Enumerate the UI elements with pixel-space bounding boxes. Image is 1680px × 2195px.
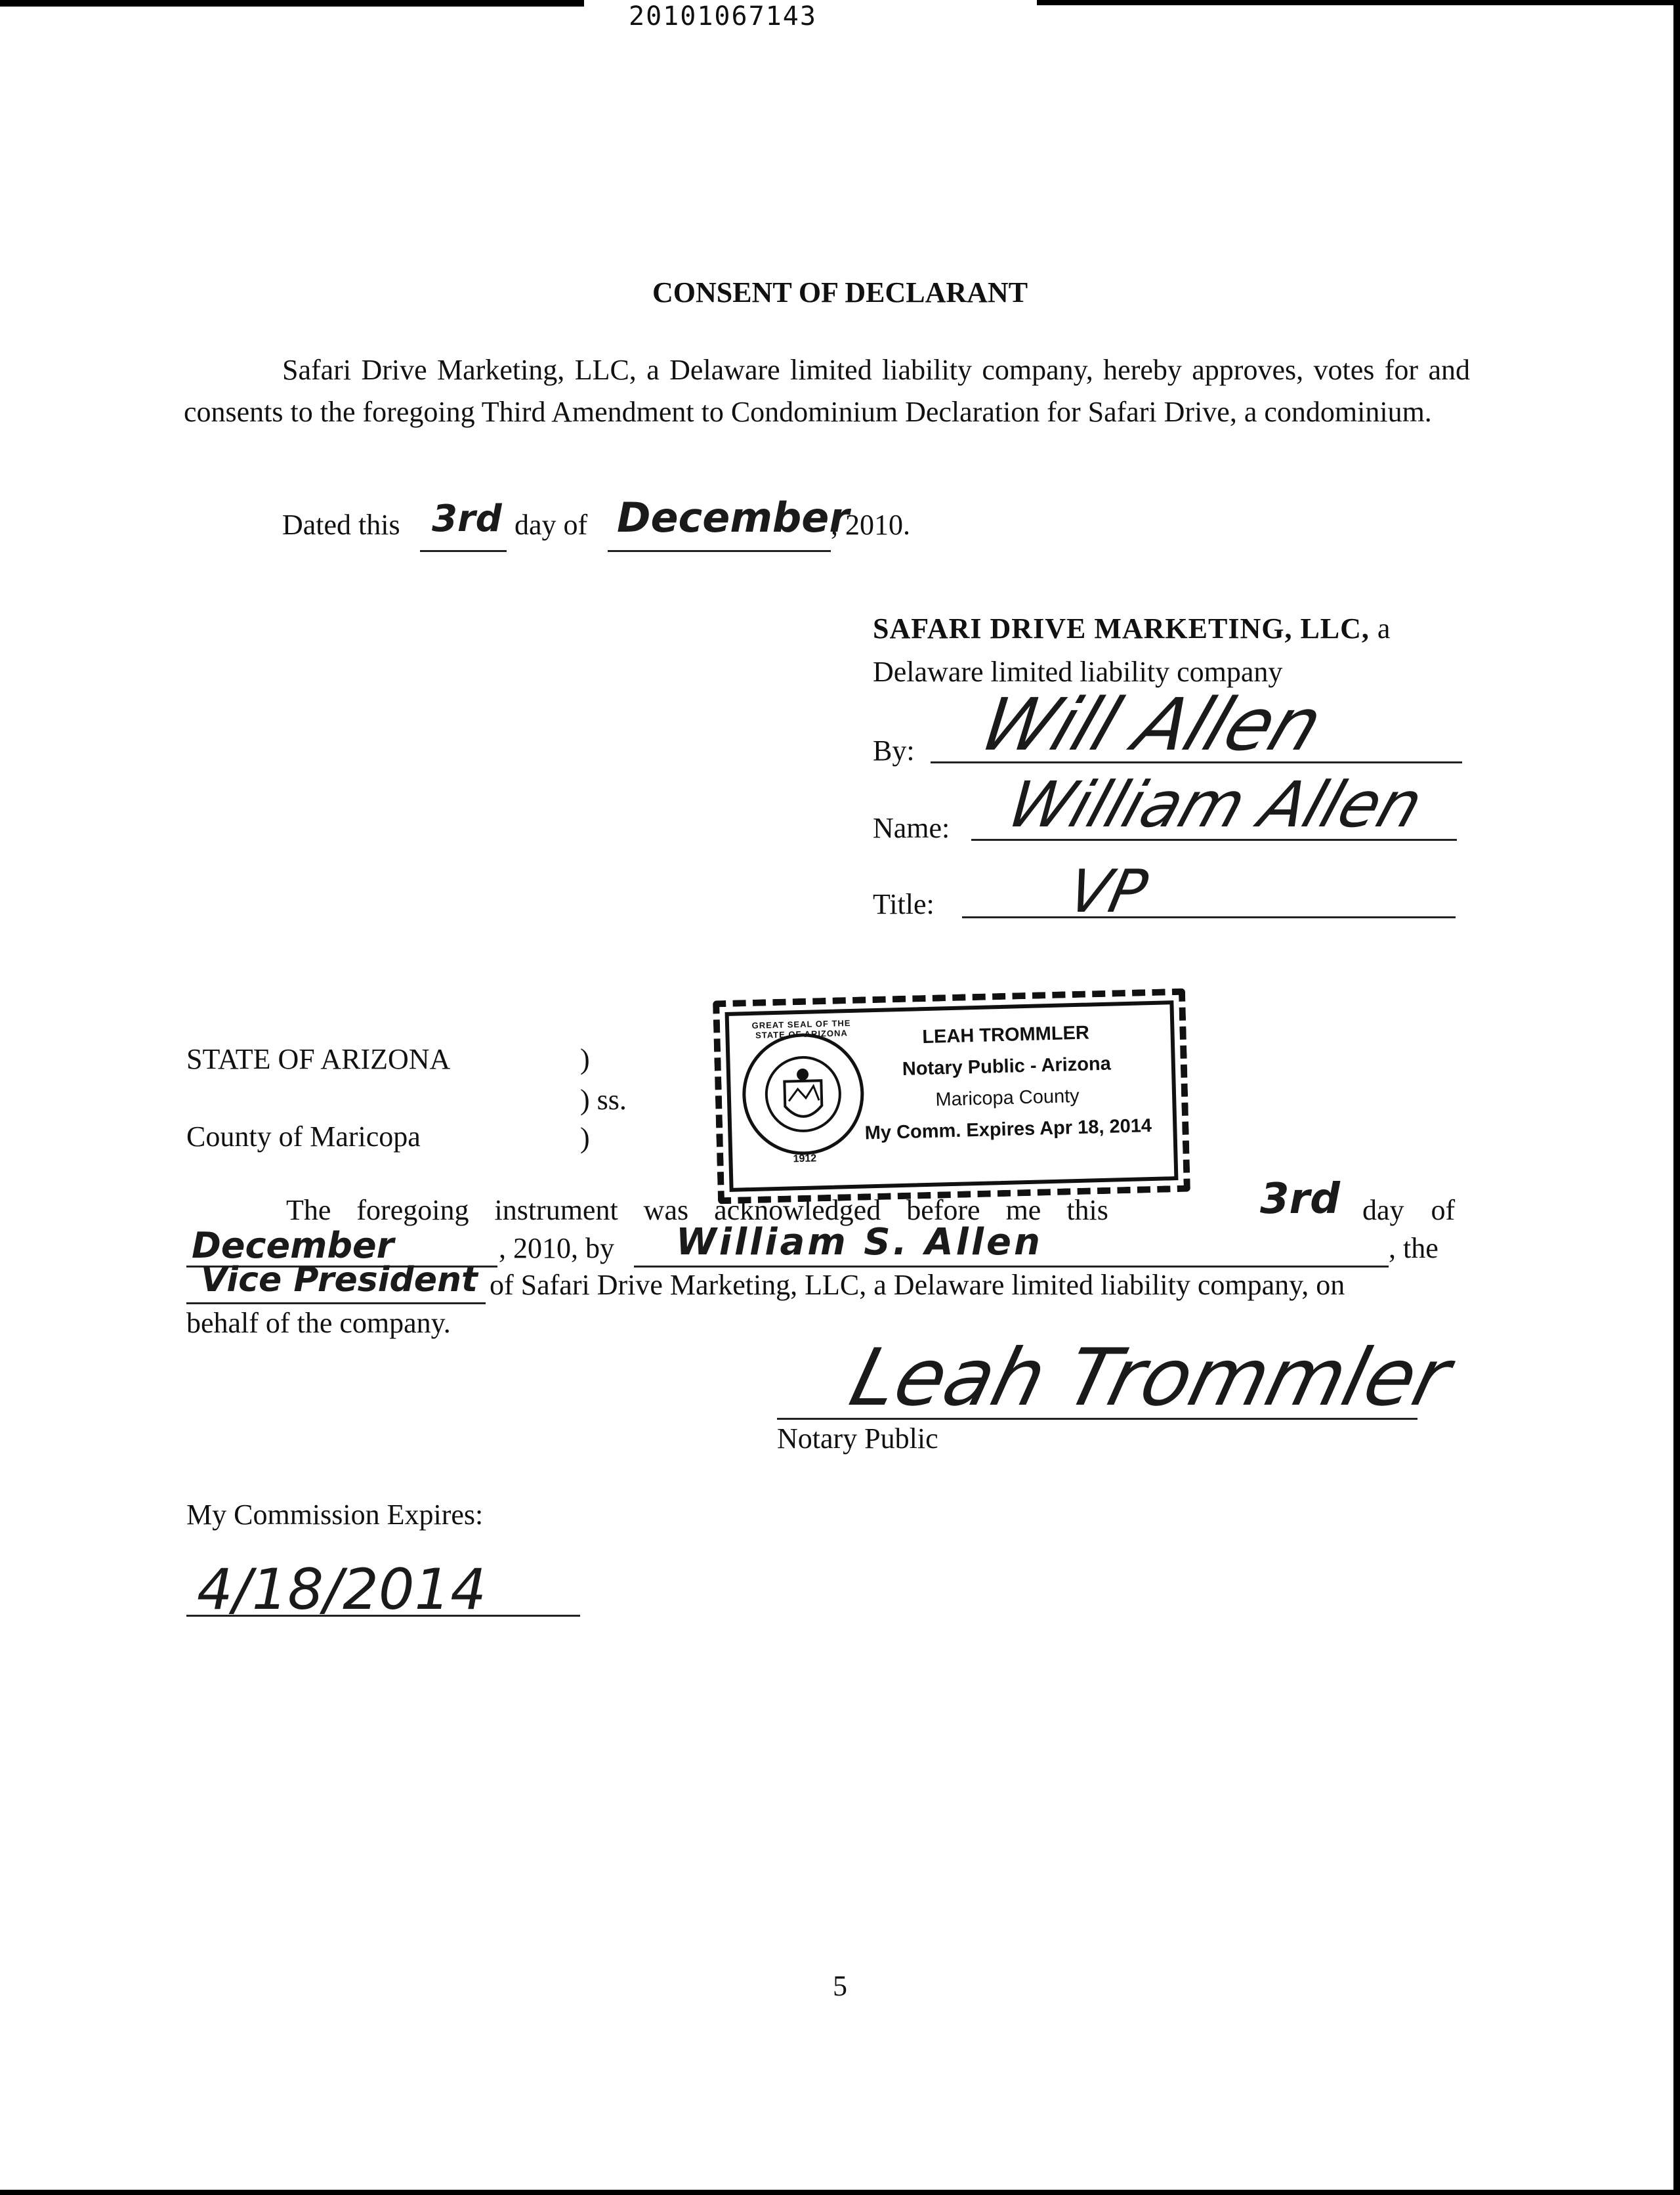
document-number: 20101067143 [629,1,817,32]
company-name-text: SAFARI DRIVE MARKETING, LLC, [873,612,1370,645]
commission-label: My Commission Expires: [186,1499,484,1531]
by-label: By: [873,735,915,767]
consent-text: Safari Drive Marketing, LLC, a Delaware limited liability company, hereby approves, votes for and consents to the foregoing Third Amendment to Condominium Declaration for Safari Drive, a condominium. [184,354,1470,428]
ack-title-handwritten: Vice President [201,1260,478,1300]
seal-ring-text: GREAT SEAL OF THE STATE OF ARIZONA [751,1017,851,1040]
state-seal-icon [736,1027,870,1161]
company-description: Delaware limited liability company [873,656,1283,688]
venue-paren-top: ) [580,1043,590,1075]
dated-month-handwritten: December [617,494,849,542]
dated-day-rule [420,550,507,552]
scan-edge-top-left [0,0,584,7]
document-title: CONSENT OF DECLARANT [652,276,1028,309]
notary-stamp [713,989,1190,1204]
ack-title-rule [186,1302,486,1304]
venue-paren-ss: ) ss. [580,1084,627,1116]
dated-day-handwritten: 3rd [432,498,502,540]
commission-date-handwritten: 4/18/2014 [197,1557,486,1623]
title-rule [962,916,1456,918]
consent-paragraph [184,349,1470,433]
dated-middle: day of [514,509,588,541]
company-name-suffix: a [1377,612,1391,645]
ack-line-1-prefix: The foregoing instrument was acknowledged before me this [286,1194,1108,1226]
page-number: 5 [833,1970,847,2002]
ack-name-rule [634,1266,1389,1268]
notary-signature: Leah Trommler [841,1332,1459,1424]
scan-edge-right [1673,0,1680,2195]
ack-name-handwritten: William S. Allen [676,1221,1043,1264]
ack-line-2-mid: , 2010, by [499,1232,614,1264]
notary-signature-rule [777,1418,1418,1420]
scan-edge-top-right [1037,0,1680,5]
notary-label: Notary Public [777,1422,938,1455]
notary-stamp-expiry: My Comm. Expires Apr 18, 2014 [864,1115,1152,1144]
ack-line-4-text: behalf of the company. [186,1307,451,1339]
by-signature: Will Allen [969,683,1334,767]
scan-edge-bottom [0,2190,1680,2195]
dated-month-rule [608,550,831,552]
venue-paren-bottom: ) [580,1122,590,1154]
commission-date-rule [186,1615,580,1617]
name-signature: William Allen [998,768,1432,842]
ack-line-1-suffix: day of [1362,1194,1456,1226]
name-label: Name: [873,812,950,844]
notary-stamp-county: Maricopa County [935,1085,1080,1111]
notary-stamp-name: LEAH TROMMLER [921,1022,1090,1048]
title-label: Title: [873,888,934,920]
dated-line [282,508,400,542]
seal-year: 1912 [793,1153,817,1165]
title-handwritten: VP [1062,857,1154,926]
ack-month-handwritten: December [192,1225,394,1266]
venue-county: County of Maricopa [186,1120,421,1153]
ack-line-2-suffix: , the [1389,1232,1438,1264]
ack-line-3-text: of Safari Drive Marketing, LLC, a Delaware limited liability company, on [490,1269,1345,1301]
venue-state: STATE OF ARIZONA [186,1043,451,1075]
company-name [873,612,1391,645]
ack-day-handwritten: 3rd [1260,1175,1340,1224]
dated-suffix: , 2010. [831,509,910,541]
dated-prefix: Dated this [282,509,400,541]
notary-stamp-role: Notary Public - Arizona [902,1053,1112,1080]
